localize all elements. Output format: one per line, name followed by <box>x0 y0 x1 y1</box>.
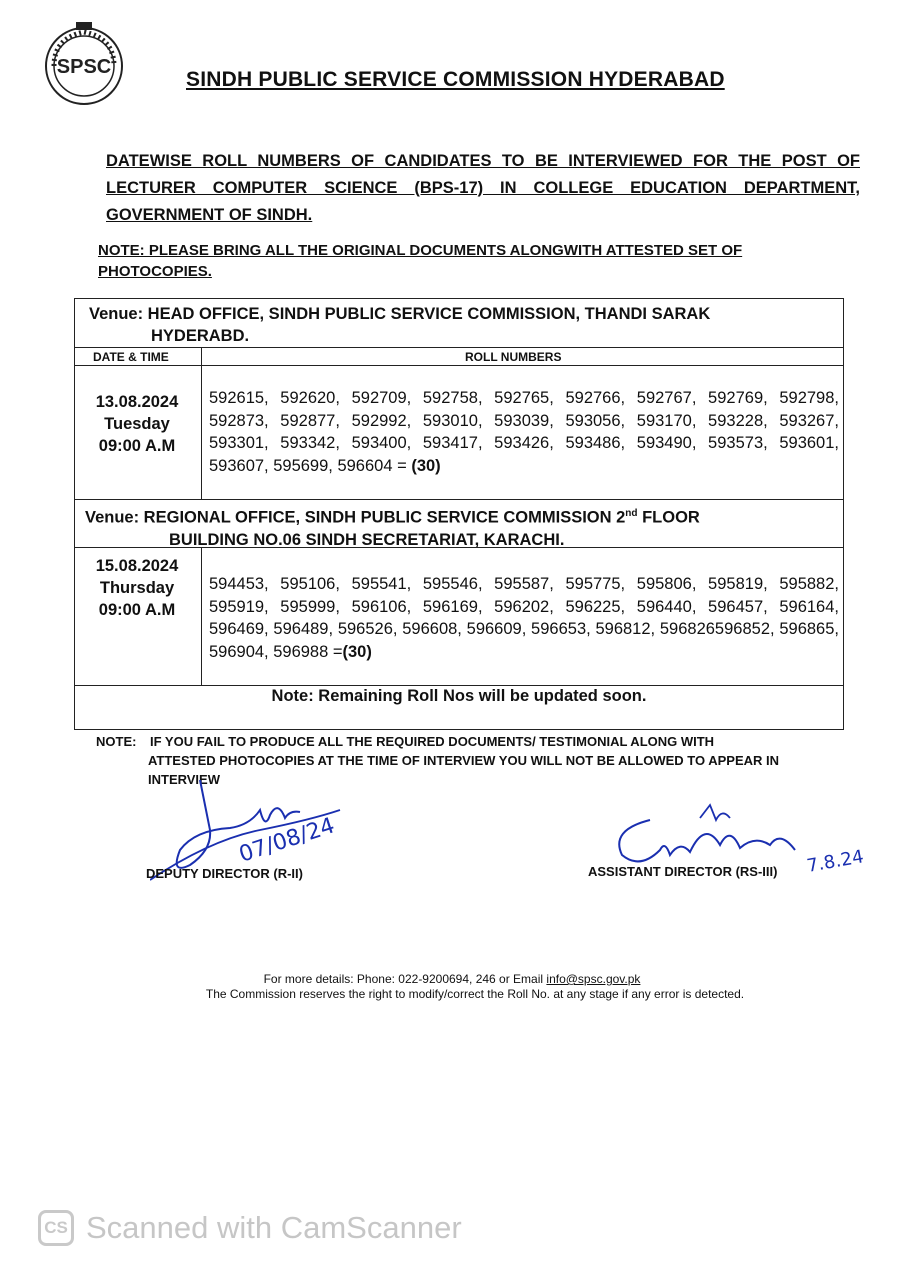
venue-line: BUILDING NO.06 SINDH SECRETARIAT, KARACHI. <box>169 530 565 549</box>
session-date-time <box>75 555 199 621</box>
interview-schedule-table <box>74 298 844 730</box>
remaining-rolls-note: Note: Remaining Roll Nos will be updated soon. <box>271 687 647 705</box>
session-date-time <box>75 391 199 457</box>
venue-line: HYDERABD. <box>151 327 250 345</box>
signature-date: 7.8.24 <box>805 846 866 877</box>
documents-note: NOTE: PLEASE BRING ALL THE ORIGINAL DOCUMENTS ALONGWITH ATTESTED SET OF PHOTOCOPIES. <box>98 242 743 280</box>
column-header-rolls: ROLL NUMBERS <box>465 350 562 364</box>
note-line: ATTESTED PHOTOCOPIES AT THE TIME OF INTERVIEW YOU WILL NOT BE ALLOWED TO APPEAR IN <box>148 753 780 768</box>
venue-karachi <box>85 503 700 551</box>
page-title: SINDH PUBLIC SERVICE COMMISSION HYDERABAD <box>186 68 725 91</box>
session-time: 09:00 A.M <box>98 437 176 455</box>
session-day: Tuesday <box>104 415 170 433</box>
document-subject: DATEWISE ROLL NUMBERS OF CANDIDATES TO BE INTERVIEWED FOR THE POST OF LECTURER COMPUTER SCIENCE (BPS-17) IN COLLEGE EDUCATION DEPARTMENT, GOVERNMENT OF SINDH. <box>106 152 860 224</box>
email-link[interactable]: info@spsc.gov.pk <box>546 972 641 986</box>
venue-hyderabad <box>89 303 710 347</box>
session-date: 15.08.2024 <box>95 557 179 575</box>
note-line: INTERVIEW <box>148 772 220 787</box>
note-label: NOTE: <box>96 734 137 749</box>
logo-text: SPSC <box>56 56 112 78</box>
roll-numbers: 594453, 595106, 595541, 595546, 595587, 595775, 595806, 595819, 595882, 595919, 595999, 596106, 596169, 596202, 596225, 596440, 596457, 596164, 596469, 596489, 596526, 596608, 596609, 596653, 596812, 596826596852, 596865, 596904, 596988 = <box>209 575 839 661</box>
camscanner-watermark <box>38 1206 462 1250</box>
roll-numbers-list <box>209 573 839 663</box>
spsc-logo <box>40 20 128 108</box>
venue-line: Venue: REGIONAL OFFICE, SINDH PUBLIC SERVICE COMMISSION 2 <box>85 508 626 527</box>
contact-details <box>0 972 904 986</box>
camscanner-icon: CS <box>38 1210 74 1246</box>
venue-line: Venue: HEAD OFFICE, SINDH PUBLIC SERVICE COMMISSION, THANDI SARAK <box>89 305 711 323</box>
venue-superscript: nd <box>625 508 638 519</box>
session-date: 13.08.2024 <box>95 393 179 411</box>
note-line: IF YOU FAIL TO PRODUCE ALL THE REQUIRED DOCUMENTS/ TESTIMONIAL ALONG WITH <box>150 734 715 749</box>
signature-date: 07/08/24 <box>236 813 338 868</box>
roll-numbers: 592615, 592620, 592709, 592758, 592765, 592766, 592767, 592769, 592798, 592873, 592877, 592992, 593010, 593039, 593056, 593170, 593228, 593267, 593301, 593342, 593400, 593417, 593426, 593486, 593490, 593573, 593601, 593607, 595699, 596604 = <box>209 389 839 475</box>
deputy-director-label: DEPUTY DIRECTOR (R-II) <box>146 866 303 881</box>
session-day: Thursday <box>99 579 175 597</box>
disclaimer: The Commission reserves the right to modify/correct the Roll No. at any stage if any error is detected. <box>205 987 745 1001</box>
roll-numbers-list <box>209 387 839 477</box>
venue-line: FLOOR <box>637 508 700 527</box>
watermark-text: Scanned with CamScanner <box>86 1210 462 1245</box>
roll-count: (30) <box>342 642 372 661</box>
assistant-director-label: ASSISTANT DIRECTOR (RS-III) <box>588 864 778 879</box>
column-header-date: DATE & TIME <box>93 350 169 364</box>
session-time: 09:00 A.M <box>98 601 176 619</box>
roll-count: (30) <box>411 456 441 475</box>
contact-text: For more details: Phone: 022-9200694, 246 or Email <box>263 972 547 986</box>
